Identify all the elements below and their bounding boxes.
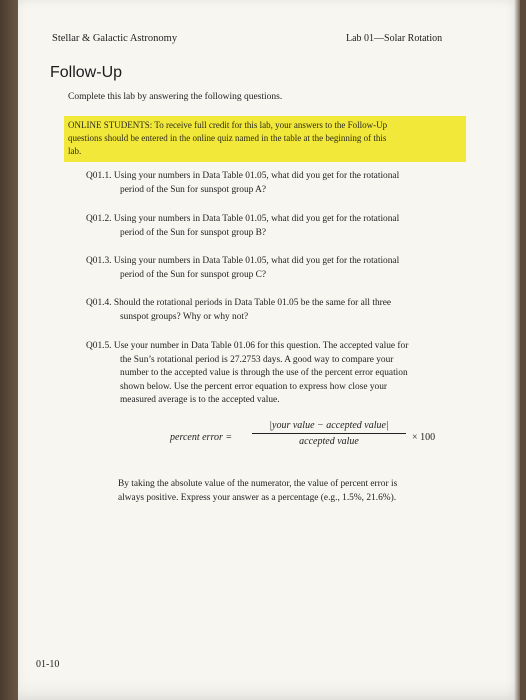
question-q01-4 [86, 297, 391, 324]
question-number: Q01.3. [86, 256, 112, 266]
explanation-line: always positive. Express your answer as a percentage (e.g., 1.5%, 21.6%). [118, 492, 397, 503]
question-text: Use your number in Data Table 01.06 for this question. The accepted value for [113, 341, 409, 351]
notice-line: questions should be entered in the online quiz named in the table at the beginning of this [68, 133, 387, 143]
page-title: Follow-Up [50, 64, 123, 81]
question-text: Using your numbers in Data Table 01.05, what did you get for the rotational [113, 171, 400, 181]
question-q01-1 [86, 170, 399, 197]
question-text: period of the Sun for sunspot group B? [120, 227, 267, 238]
question-text: Using your numbers in Data Table 01.05, what did you get for the rotational [113, 214, 400, 224]
formula-lhs: percent error = [170, 432, 233, 443]
question-q01-5 [86, 340, 408, 408]
question-number: Q01.1. [86, 171, 112, 181]
question-text: measured average is to the accepted value. [120, 395, 280, 405]
question-text: Using your numbers in Data Table 01.05, what did you get for the rotational [113, 256, 400, 266]
notice-line: lab. [68, 146, 82, 156]
percent-error-formula [170, 420, 460, 458]
question-number: Q01.2. [86, 214, 112, 224]
online-students-notice [64, 116, 466, 162]
formula-fraction [250, 420, 408, 447]
question-q01-3 [86, 255, 399, 282]
percent-error-explanation [118, 478, 397, 505]
question-text: shown below. Use the percent error equation to express how close your [120, 381, 388, 392]
intro-text: Complete this lab by answering the following questions. [68, 92, 283, 102]
question-text: Should the rotational periods in Data Table 01.05 be the same for all three [113, 298, 392, 308]
question-text: period of the Sun for sunspot group C? [120, 269, 267, 280]
explanation-line: By taking the absolute value of the numerator, the value of percent error is [118, 479, 398, 489]
photo-background-edge [0, 0, 18, 700]
question-q01-2 [86, 213, 399, 240]
formula-numerator: |your value − accepted value| [269, 420, 389, 431]
notice-line: ONLINE STUDENTS: To receive full credit for this lab, your answers to the Follow-Up [68, 120, 388, 130]
formula-denominator: accepted value [299, 436, 359, 447]
header-lab-title: Lab 01—Solar Rotation [346, 33, 443, 44]
formula-multiplier: × 100 [412, 432, 436, 443]
question-text: number to the accepted value is through the use of the percent error equation [120, 368, 408, 378]
question-number: Q01.5. [86, 341, 112, 351]
question-text: the Sun’s rotational period is 27.2753 days. A good way to compare your [120, 354, 394, 365]
page-number: 01-10 [36, 659, 60, 670]
question-text: period of the Sun for sunspot group A? [120, 184, 267, 195]
header-course-title: Stellar & Galactic Astronomy [52, 33, 178, 44]
page-shadow [514, 0, 520, 700]
question-number: Q01.4. [86, 298, 112, 308]
question-text: sunspot groups? Why or why not? [120, 311, 249, 322]
